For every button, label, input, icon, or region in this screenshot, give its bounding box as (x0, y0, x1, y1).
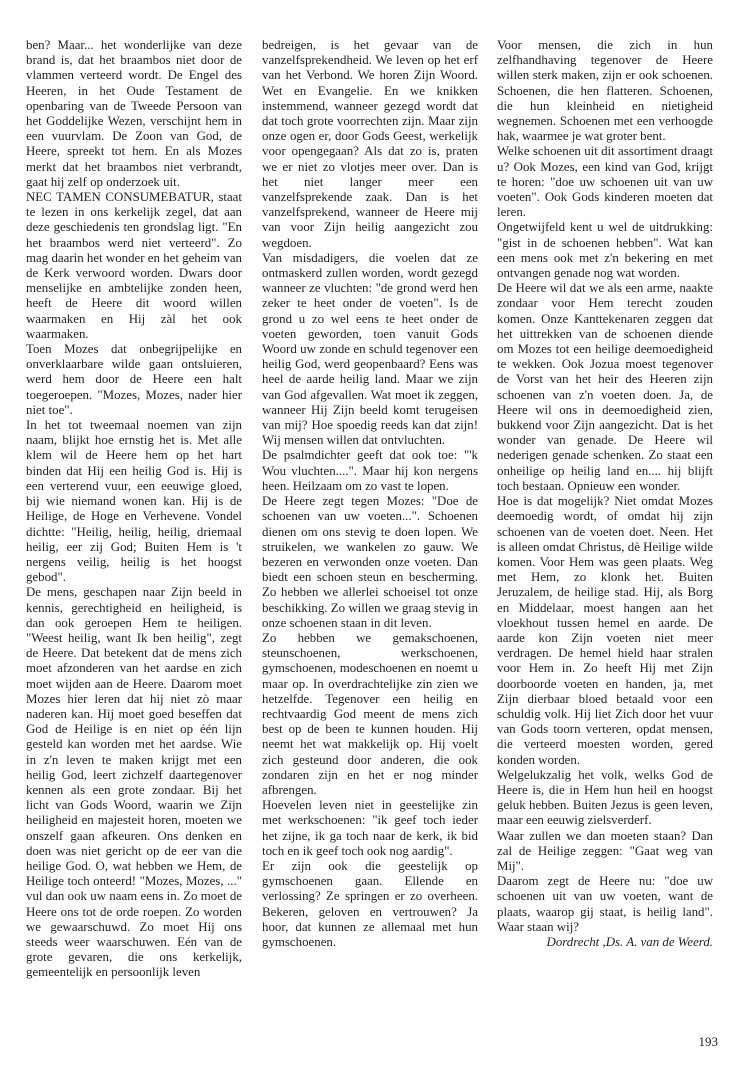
paragraph: Voor mensen, die zich in hun zelfhandhaving tegenover de Heere willen sterk maken, zijn er ook schoenen. Schoenen, die hen flatteren. Schoenen, die hun kleinheid en nietigheid wegnemen. Schoenen met een verhoogde hak, waarmee je wat groter bent. (497, 38, 713, 144)
paragraph: De psalmdichter geeft dat ook toe: "'k Wou vluchten....". Maar hij kon nergens heen. Heilzaam om zo vast te lopen. (262, 448, 478, 493)
paragraph: ben? Maar... het wonderlijke van deze brand is, dat het braambos niet door de vlammen verteerd wordt. De Engel des Heeren, in het Oude Testament de openbaring van de Tweede Persoon van het Goddelijke Wezen, verschijnt hem in een vuurvlam. De Zoon van God, de Heere, spreekt tot hem. En als Mozes merkt dat het braambos niet verbrandt, gaat hij zelf op onderzoek uit. (26, 38, 242, 189)
author-signature: Dordrecht ,Ds. A. van de Weerd. (546, 934, 713, 949)
paragraph: De Heere zegt tegen Mozes: "Doe de schoenen van uw voeten...". Schoenen dienen om ons stevig te doen lopen. We struikelen, we wankelen zo gauw. We bezeren en verwonden onze voeten. Dan biedt een schoen steun en bescherming. Zo hebben we allerlei schoeisel tot onze beschikking. Zo willen we graag stevig in onze schoenen staan in dit leven. (262, 494, 478, 630)
text-column-2 (262, 38, 478, 1028)
paragraph: Zo hebben we gemakschoenen, steunschoenen, werkschoenen, gymschoenen, modeschoenen en noemt u maar op. In overdrachtelijke zin zien we hetzelfde. Tegenover een heilig en rechtvaardig God meent de mens zich best op de been te kunnen houden. Hij neemt het wat makkelijk op. Hij voelt zich gesteund door anderen, die ook zondaren zijn en het er nog minder afbrengen. (262, 630, 478, 797)
paragraph: Hoe is dat mogelijk? Niet omdat Mozes deemoedig wordt, of omdat hij zijn schoenen van de voeten doet. Neen. Het is alleen omdat Christus, dè Heilige wilde komen. Voor Hem was geen plaats. Weg met Hem, zo klonk het. Buiten Jeruzalem, de heilige stad. Hij, als Borg en Middelaar, moest hangen aan het vloekhout tussen hemel en aarde. De aarde kon Zijn voeten niet meer verdragen. De hemel hield haar stralen voor Hem in. Zo heeft Hij met Zijn doorboorde voeten en handen, ja, met Zijn dierbaar bloed betaald voor een schuldig volk. Hij liet Zich door het vuur van Gods toorn verteren, opdat mensen, die verteerd moesten worden, gered konden worden. (497, 494, 713, 767)
paragraph: Daarom zegt de Heere nu: "doe uw schoenen uit van uw voeten, want de plaats, waarop gij staat, is heilig land". Waar staan wij? (497, 874, 713, 934)
paragraph: NEC TAMEN CONSUMEBATUR, staat te lezen in ons kerkelijk zegel, dat aan deze geschiedenis ten grondslag ligt. "En het braambos werd niet verteerd". Zo mag daarin het wonder en het geheim van de Kerk verwoord worden. Dwars door menselijke en ambtelijke zonden heen, heeft de Heere dit woord willen waarmaken en Hij zàl het ook waarmaken. (26, 190, 242, 341)
paragraph: Hoevelen leven niet in geestelijke zin met werkschoenen: "ik geef toch ieder het zijne, ik ga toch naar de kerk, ik bid toch en ik geef toch ook nog aardig". (262, 798, 478, 858)
text-column-3 (497, 38, 713, 1028)
page-number: 193 (698, 1034, 718, 1049)
paragraph: De mens, geschapen naar Zijn beeld in kennis, gerechtigheid en heiligheid, is dan ook geroepen Hem te heiligen. "Weest heilig, want Ik ben heilig", zegt de Heere. Dat betekent dat de mens zich moet afzonderen van het aardse en zich moet wijden aan de Heere. Daarom moet Mozes hier leren dat hij niet zò maar naderen kan. Hij moet goed beseffen dat God de Heilige is en niet op één lijn gesteld kan worden met het aardse. Wie in z'n leven te maken krijgt met een heilig God, leert zichzelf daartegenover kennen als een grote zondaar. Bij het licht van Gods Woord, waarin we Zijn heiligheid en majesteit horen, moeten we onszelf gaan afkeuren. Ons denken en doen was niet gericht op de eer van die heilige God. O, wat hebben we Hem, de Heilige toch onteerd! "Mozes, Mozes, ..." vul dan ook uw naam eens in. Zo moet de Heere ons tot de orde roepen. Zo worden we gewaarschuwd. Zo moet Hij ons steeds weer waarschuwen. Eén van de grote gevaren, die ons kerkelijk, gemeentelijk en persoonlijk leven (26, 585, 242, 980)
paragraph: In het tot tweemaal noemen van zijn naam, blijkt hoe ernstig het is. Met alle klem wil de Heere hem op het hart binden dat Hij een heilig God is. Hij is een verterend vuur, een eeuwige gloed, bij wie niemand wonen kan. Hij is de Heilige, de Hoge en Verhevene. Vondel dichtte: "Heilig, heilig, heilig, driemaal heilig, eer zij God; Buiten Hem is 't nergens veilig, heilig is het hoogst gebod". (26, 418, 242, 585)
paragraph: Er zijn ook die geestelijk op gymschoenen gaan. Ellende en verlossing? Ze springen er zo overheen. Bekeren, geloven en vertrouwen? Ja hoor, dat kunnen ze allemaal met hun gymschoenen. (262, 858, 478, 949)
paragraph: Toen Mozes dat onbegrijpelijke en onverklaarbare wilde gaan ontsluieren, werd hem door de Heere een halt toegeroepen. "Mozes, Mozes, nader hier niet toe". (26, 342, 242, 417)
paragraph: De Heere wil dat we als een arme, naakte zondaar voor Hem terecht zouden komen. Onze Kanttekenaren zeggen dat het uittrekken van de schoenen diende om Mozes tot een heilige deemoedigheid te wekken. Ook Jozua moest tegenover de Vorst van het heir des Heeren zijn schoenen van z'n voeten doen. Ja, de Heere wil ons in deemoedigheid zien, bukkend voor Zijn aangezicht. Dat is het wonder van genade. De Heere wil nederigen genade schenken. Zo staat een onheilige op heilig land en.... hij blijft toch bestaan. Opnieuw een wonder. (497, 281, 713, 493)
paragraph: Van misdadigers, die voelen dat ze ontmaskerd zullen worden, wordt gezegd wanneer ze vluchten: "de grond werd hen zeker te heet onder de voeten". Is de grond u zo wel eens te heet onder de voeten geworden, toen vanuit Gods Woord uw zonde en schuld tegenover een heilig God, werd geopenbaard? Eens was heel de aarde heilig land. Maar we zijn van God afgevallen. Wat moet ik zeggen, wanneer Hij Zijn beeld komt terugeisen van mij? Hoe spoedig reeds kan dat zijn! Wij mensen willen dat ontvluchten. (262, 250, 478, 448)
paragraph: Welgelukzalig het volk, welks God de Heere is, die in Hem hun heil en hoogst geluk hebben. Buiten Jezus is geen leven, maar een eeuwig zielsverderf. (497, 767, 713, 828)
paragraph: Ongetwijfeld kent u wel de uitdrukking: "gist in de schoenen hebben". Wat kan een mens ook met z'n bekering en met ontvangen genade nog wat worden. (497, 220, 713, 281)
paragraph: Waar zullen we dan moeten staan? Dan zal de Heilige zeggen: "Gaat weg van Mij". (497, 828, 713, 873)
paragraph: Welke schoenen uit dit assortiment draagt u? Ook Mozes, een kind van God, krijgt te horen: "doe uw schoenen uit van uw voeten". Ook Gods kinderen moeten dat leren. (497, 144, 713, 220)
text-column-1 (26, 38, 242, 1028)
paragraph: bedreigen, is het gevaar van de vanzelfsprekendheid. We leven op het erf van het Verbond. We horen Zijn Woord. Wet en Evangelie. En we knikken instemmend, wanneer gezegd wordt dat dat toch grote voorrechten zijn. Maar zijn onze ogen er, door Gods Geest, werkelijk voor opengegaan? Als dat zo is, praten we er niet zo vlotjes meer over. Dan is het niet langer meer een vanzelfsprekende zaak. Dan is het vanzelfsprekend, wanneer de Heere mij van voor Zijn heilig aangezicht zou wegdoen. (262, 38, 478, 250)
